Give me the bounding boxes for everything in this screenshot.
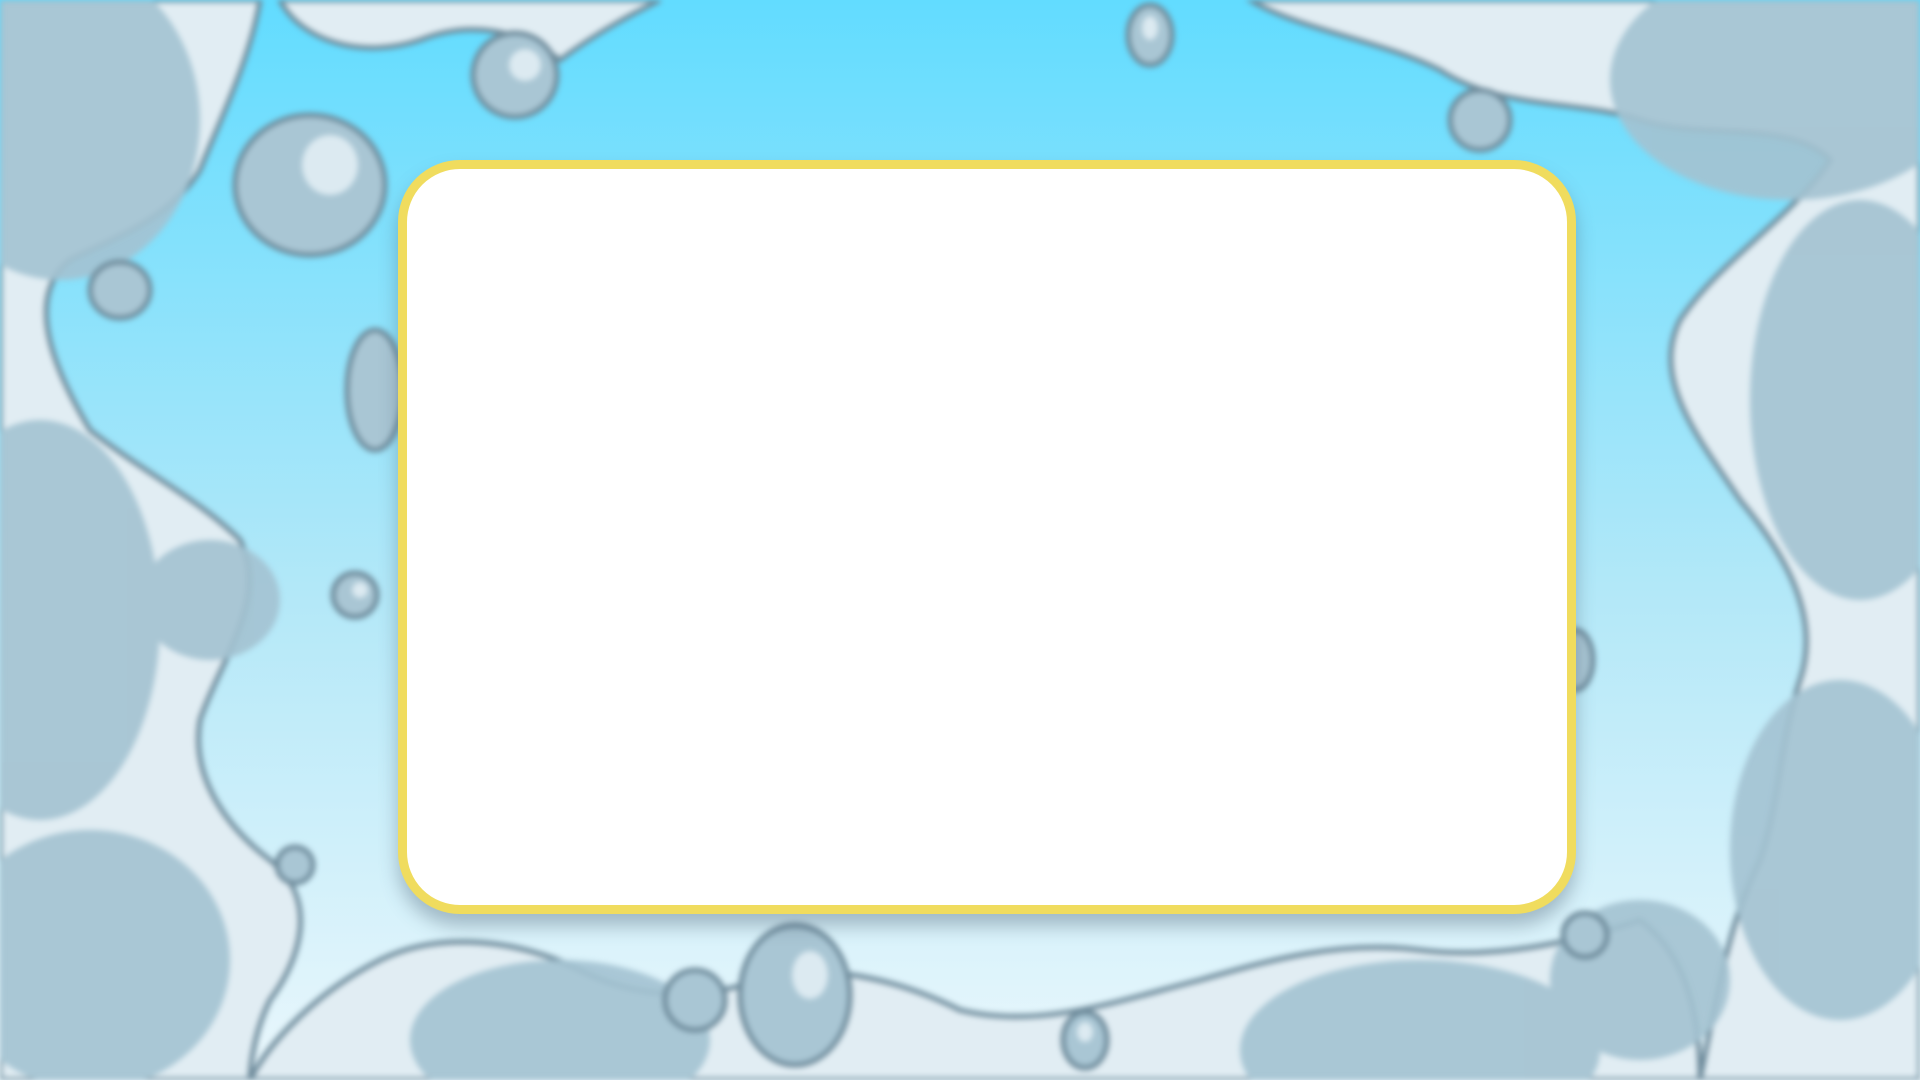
dialog-panel (398, 160, 1576, 914)
dialog-content (447, 209, 1527, 865)
